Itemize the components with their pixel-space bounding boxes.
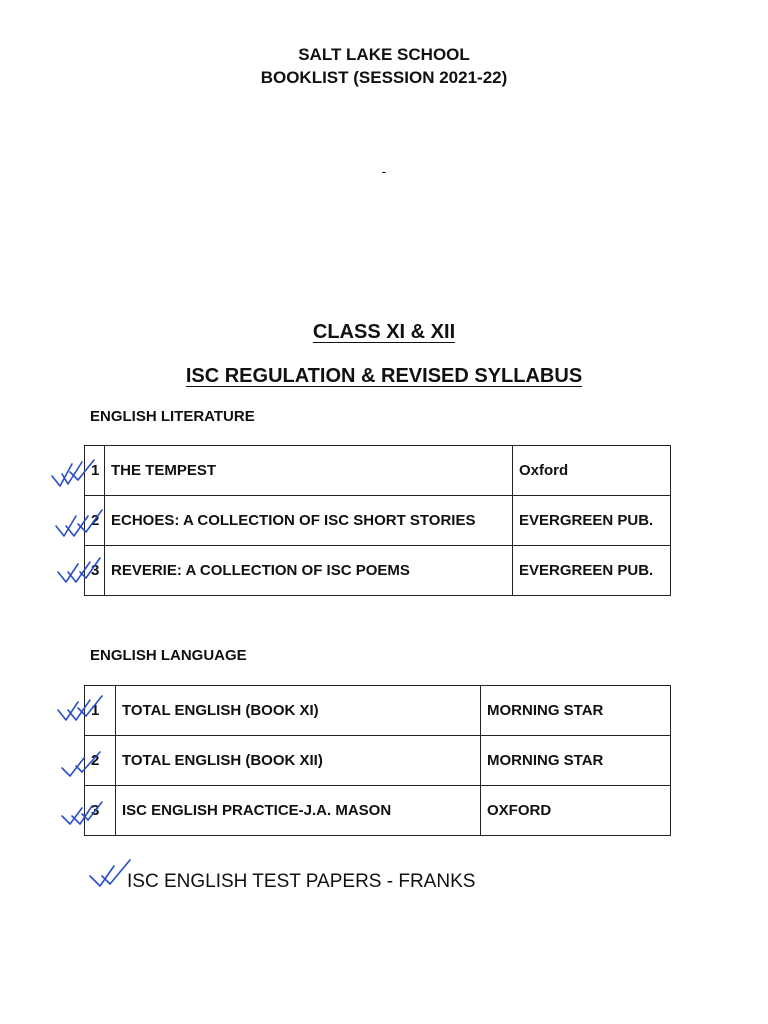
school-name: SALT LAKE SCHOOL bbox=[298, 45, 470, 64]
english-literature-label: ENGLISH LITERATURE bbox=[90, 408, 255, 425]
table-row bbox=[85, 496, 671, 546]
extra-book-item: ISC ENGLISH TEST PAPERS - FRANKS bbox=[127, 871, 476, 892]
booklist-title: BOOKLIST (SESSION 2021-22) bbox=[260, 68, 508, 87]
table-row bbox=[85, 546, 671, 596]
row-number: 3 bbox=[85, 546, 105, 596]
syllabus-heading: ISC REGULATION & REVISED SYLLABUS bbox=[185, 365, 583, 387]
table-row bbox=[85, 686, 671, 736]
separator-dash: - bbox=[381, 163, 387, 179]
row-number: 2 bbox=[85, 736, 116, 786]
handwritten-check-icon bbox=[58, 750, 104, 780]
english-language-label: ENGLISH LANGUAGE bbox=[90, 647, 247, 664]
syllabus-heading-wrapper bbox=[0, 365, 768, 388]
book-title: TOTAL ENGLISH (BOOK XI) bbox=[116, 686, 481, 736]
handwritten-check-icon bbox=[52, 508, 104, 542]
publisher: EVERGREEN PUB. bbox=[513, 496, 671, 546]
book-title: THE TEMPEST bbox=[105, 446, 513, 496]
publisher: MORNING STAR bbox=[481, 736, 671, 786]
class-heading-wrapper bbox=[0, 321, 768, 344]
handwritten-check-icon bbox=[54, 694, 106, 726]
book-title: REVERIE: A COLLECTION OF ISC POEMS bbox=[105, 546, 513, 596]
publisher: MORNING STAR bbox=[481, 686, 671, 736]
handwritten-check-icon bbox=[48, 458, 98, 494]
book-title: ISC ENGLISH PRACTICE-J.A. MASON bbox=[116, 786, 481, 836]
language-table bbox=[84, 685, 671, 836]
class-heading: CLASS XI & XII bbox=[312, 321, 456, 343]
publisher: OXFORD bbox=[481, 786, 671, 836]
publisher: EVERGREEN PUB. bbox=[513, 546, 671, 596]
table-row bbox=[85, 786, 671, 836]
row-number: 3 bbox=[85, 786, 116, 836]
row-number: 1 bbox=[85, 446, 105, 496]
table-row bbox=[85, 446, 671, 496]
book-title: TOTAL ENGLISH (BOOK XII) bbox=[116, 736, 481, 786]
literature-table bbox=[84, 445, 671, 596]
handwritten-check-icon bbox=[58, 800, 106, 830]
book-title: ECHOES: A COLLECTION OF ISC SHORT STORIES bbox=[105, 496, 513, 546]
handwritten-check-icon bbox=[86, 856, 136, 892]
handwritten-check-icon bbox=[54, 556, 104, 590]
publisher: Oxford bbox=[513, 446, 671, 496]
row-number: 2 bbox=[85, 496, 105, 546]
table-row bbox=[85, 736, 671, 786]
row-number: 1 bbox=[85, 686, 116, 736]
